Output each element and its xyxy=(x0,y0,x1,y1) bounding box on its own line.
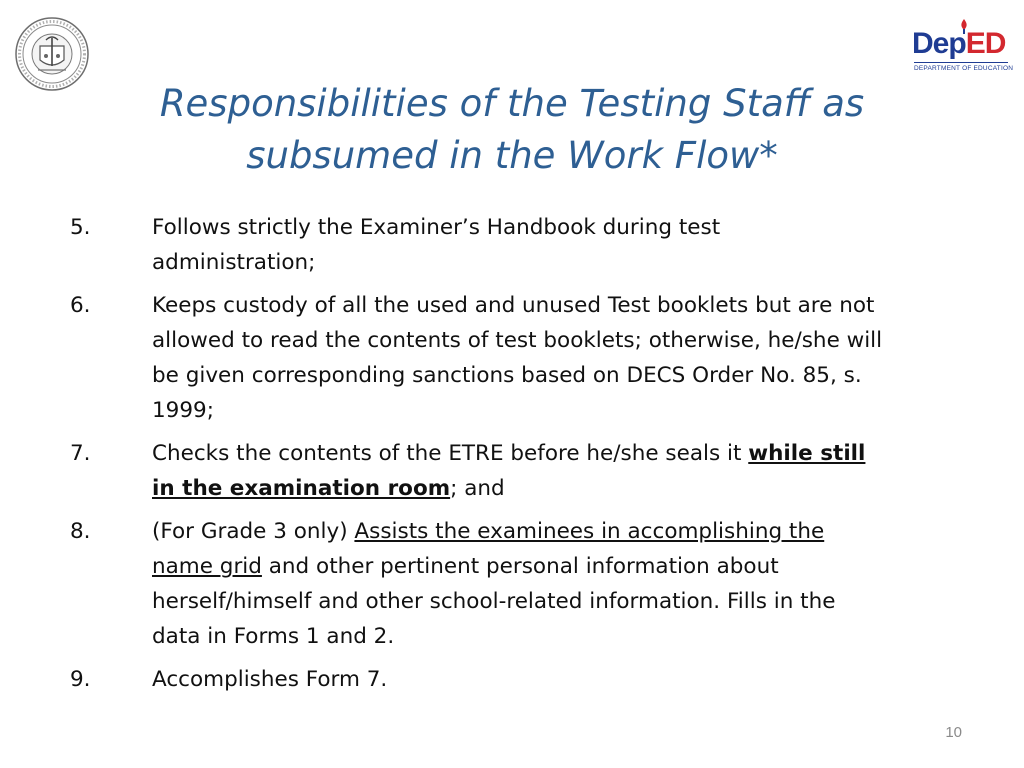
page-number: 10 xyxy=(945,724,962,741)
item-number: 7. xyxy=(70,441,91,466)
item-text: Accomplishes Form 7. xyxy=(152,667,388,692)
item-text-pre: Checks the contents of the ETRE before he/she seals it xyxy=(152,441,749,466)
list-item xyxy=(70,514,890,654)
item-number: 9. xyxy=(70,667,91,692)
item-text-emphasis: while still in the examination room xyxy=(152,441,866,501)
item-text: Follows strictly the Examiner’s Handbook during test administration; xyxy=(152,215,721,275)
list-item xyxy=(70,288,890,428)
list-item xyxy=(70,436,890,506)
list-item xyxy=(70,662,890,697)
deped-logo xyxy=(910,18,1014,76)
item-text-pre: (For Grade 3 only) xyxy=(152,519,355,544)
item-number: 8. xyxy=(70,519,91,544)
deped-wordmark xyxy=(912,28,1005,60)
item-text-post: and other pertinent personal information about herself/himself and other school-related information. Fills in the data in Forms 1 and 2. xyxy=(152,554,836,649)
item-number: 6. xyxy=(70,293,91,318)
responsibilities-list xyxy=(70,210,890,705)
deped-tagline: DEPARTMENT OF EDUCATION xyxy=(914,62,1008,72)
item-text: Keeps custody of all the used and unused Test booklets but are not allowed to read the contents of test booklets; otherwise, he/she will be given corresponding sanctions based on DECS Order No. 85, s. 1999; xyxy=(152,293,883,423)
item-number: 5. xyxy=(70,215,91,240)
slide-title: Responsibilities of the Testing Staff as subsumed in the Work Flow* xyxy=(159,82,865,177)
item-text-post: ; and xyxy=(450,476,505,501)
deped-wordmark-dep: Dep xyxy=(912,27,966,60)
list-item xyxy=(70,210,890,280)
deped-wordmark-ed: ED xyxy=(965,27,1006,60)
item-text-emphasis: Assists the examinees in accomplishing the name grid xyxy=(152,519,825,579)
